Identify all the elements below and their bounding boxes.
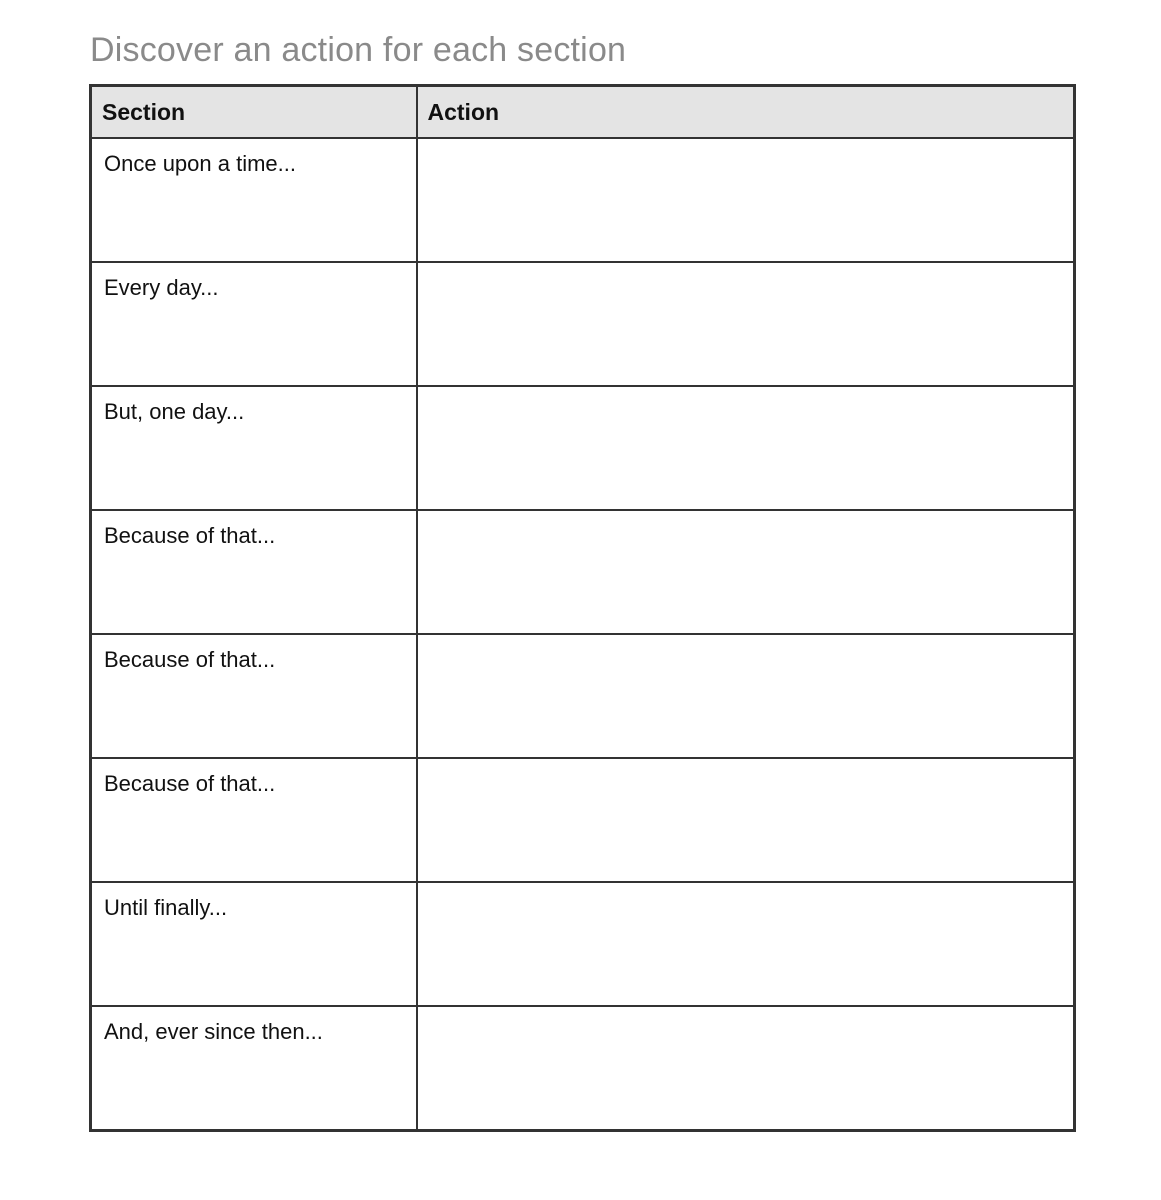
section-cell: Because of that... — [91, 634, 417, 758]
section-cell: Every day... — [91, 262, 417, 386]
table-row — [91, 138, 1075, 262]
action-cell[interactable] — [417, 1006, 1075, 1131]
table-header-row — [91, 86, 1075, 139]
table-row — [91, 882, 1075, 1006]
section-cell: Because of that... — [91, 510, 417, 634]
action-cell[interactable] — [417, 138, 1075, 262]
table-row — [91, 634, 1075, 758]
section-cell: Because of that... — [91, 758, 417, 882]
section-cell: Once upon a time... — [91, 138, 417, 262]
column-header-section: Section — [91, 86, 417, 139]
page-title: Discover an action for each section — [90, 31, 627, 69]
story-spine-table — [89, 84, 1076, 1132]
action-cell[interactable] — [417, 634, 1075, 758]
table-row — [91, 1006, 1075, 1131]
action-cell[interactable] — [417, 262, 1075, 386]
table-row — [91, 758, 1075, 882]
action-cell[interactable] — [417, 510, 1075, 634]
table-row — [91, 386, 1075, 510]
section-cell: And, ever since then... — [91, 1006, 417, 1131]
table-row — [91, 510, 1075, 634]
action-cell[interactable] — [417, 882, 1075, 1006]
action-cell[interactable] — [417, 758, 1075, 882]
action-cell[interactable] — [417, 386, 1075, 510]
column-header-action: Action — [417, 86, 1075, 139]
section-cell: Until finally... — [91, 882, 417, 1006]
table-row — [91, 262, 1075, 386]
section-cell: But, one day... — [91, 386, 417, 510]
